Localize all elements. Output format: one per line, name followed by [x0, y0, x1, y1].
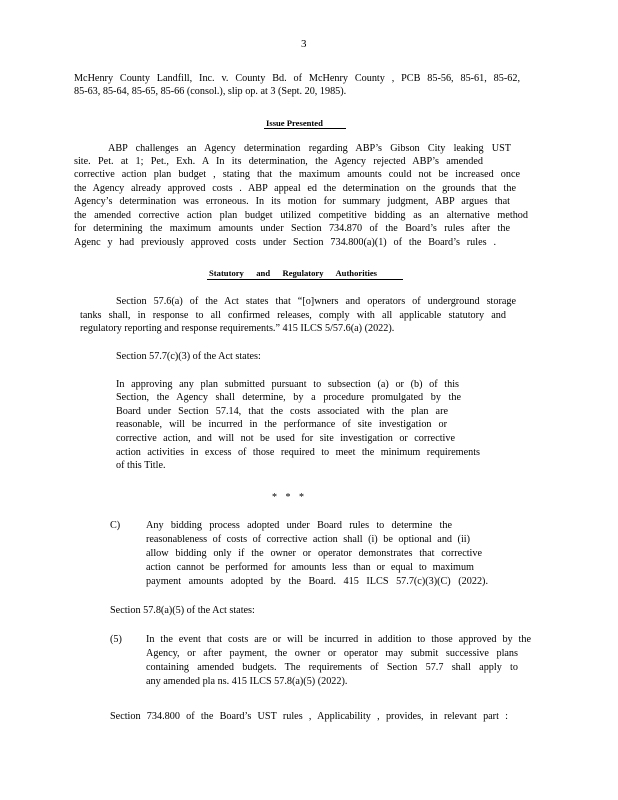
section-577-quote-line-3: Board under Section 57.14, that the costs associated with the plan are — [116, 406, 448, 417]
item-c-line-3: allow bidding only if the owner or operator demonstrates that corrective — [146, 548, 482, 559]
item-5-marker: (5) — [110, 634, 122, 645]
statutory-heading: Statutory and Regulatory Authorities — [209, 268, 377, 278]
ellipsis-stars: * * * — [272, 492, 307, 503]
section-576-line-1: Section 57.6(a) of the Act states that “[o]wners and operators of underground storage — [116, 296, 516, 307]
item-c-marker: C) — [110, 520, 121, 531]
section-578-intro: Section 57.8(a)(5) of the Act states: — [110, 605, 255, 616]
item-c-line-4: action cannot be performed for amounts less than or equal to maximum — [146, 562, 474, 573]
item-c-line-1: Any bidding process adopted under Board rules to determine the — [146, 520, 452, 531]
issue-heading: Issue Presented — [266, 118, 323, 128]
item-c-line-5: payment amounts adopted by the Board. 415 ILCS 57.7(c)(3)(C) (2022). — [146, 576, 488, 587]
item-5-line-4: any amended pla ns. 415 ILCS 57.8(a)(5) (2022). — [146, 676, 348, 687]
issue-line-4: the Agency already approved costs . ABP appeal ed the determination on the grounds that the — [74, 183, 516, 194]
issue-line-5: Agency’s determination was erroneous. In its motion for summary judgment, ABP argues that — [74, 196, 510, 207]
issue-line-8: Agenc y had previously approved costs under Section 734.800(a)(1) of the Board’s rules . — [74, 237, 496, 248]
issue-heading-underline — [264, 128, 346, 129]
section-577-quote-line-2: Section, the Agency shall determine, by a procedure promulgated by the — [116, 392, 461, 403]
issue-line-6: the amended corrective action plan budget utilized competitive bidding as an alternative method — [74, 210, 528, 221]
item-5-line-1: In the event that costs are or will be incurred in addition to those approved by the — [146, 634, 531, 645]
section-576-line-3: regulatory reporting and response requirements.” 415 ILCS 5/57.6(a) (2022). — [80, 323, 395, 334]
page-number: 3 — [301, 38, 307, 50]
item-c-line-2: reasonableness of costs of corrective action shall (i) be optional and (ii) — [146, 534, 470, 545]
section-577-quote-line-7: of this Title. — [116, 460, 166, 471]
citation-line-2: 85-63, 85-64, 85-65, 85-66 (consol.), slip op. at 3 (Sept. 20, 1985). — [74, 86, 347, 97]
statutory-heading-underline — [207, 279, 403, 280]
citation-line-1: McHenry County Landfill, Inc. v. County Bd. of McHenry County , PCB 85-56, 85-61, 85-62, — [74, 73, 520, 84]
section-577-quote-line-4: reasonable, will be incurred in the performance of site investigation or — [116, 419, 447, 430]
issue-line-2: site. Pet. at 1; Pet., Exh. A In its determination, the Agency rejected ABP’s amended — [74, 156, 483, 167]
section-577-intro: Section 57.7(c)(3) of the Act states: — [116, 351, 261, 362]
issue-line-1: ABP challenges an Agency determination regarding ABP’s Gibson City leaking UST — [108, 143, 511, 154]
issue-line-3: corrective action plan budget , stating that the maximum amounts could not be increased once — [74, 169, 520, 180]
section-734-intro: Section 734.800 of the Board’s UST rules , Applicability , provides, in relevant part : — [110, 711, 508, 722]
issue-line-7: for determining the maximum amounts under Section 734.870 of the Board’s rules after the — [74, 223, 510, 234]
section-577-quote-line-1: In approving any plan submitted pursuant to subsection (a) or (b) of this — [116, 379, 459, 390]
section-577-quote-line-6: action activities in excess of those required to meet the minimum requirements — [116, 447, 480, 458]
section-576-line-2: tanks shall, in response to all confirmed releases, comply with all applicable statutory and — [80, 310, 506, 321]
item-5-line-2: Agency, or after payment, the owner or operator may submit successive plans — [146, 648, 518, 659]
item-5-line-3: containing amended budgets. The requirements of Section 57.7 shall apply to — [146, 662, 518, 673]
section-577-quote-line-5: corrective action, and will not be used for site investigation or corrective — [116, 433, 455, 444]
